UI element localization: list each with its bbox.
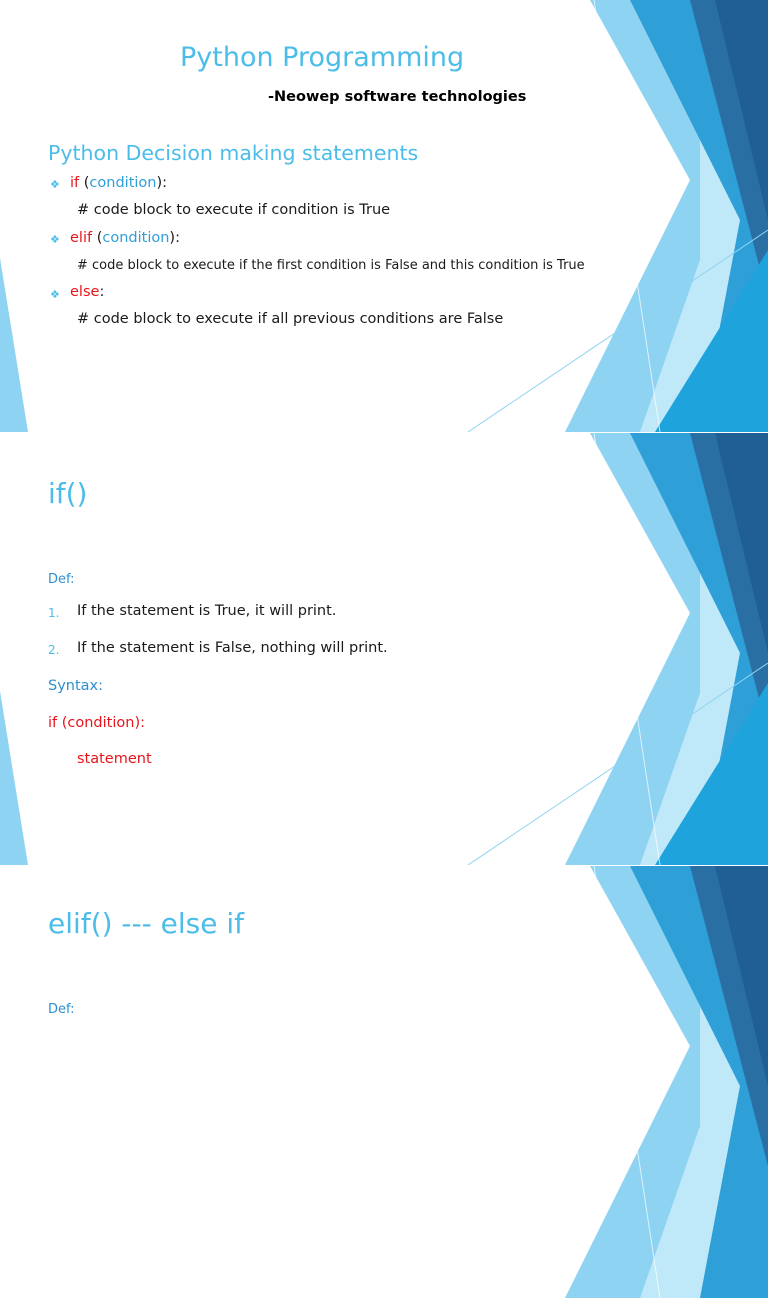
list-number: 1.: [48, 606, 60, 620]
bullet-icon: ❖: [50, 178, 60, 191]
slide-subtitle: -Neowep software technologies: [268, 89, 527, 105]
section-heading: Python Decision making statements: [48, 141, 419, 165]
if-line: [70, 175, 167, 191]
paren-close: ):: [169, 230, 180, 246]
colon: :: [99, 284, 105, 300]
paren-open: (: [79, 175, 90, 191]
paren-close: ):: [156, 175, 168, 191]
statement-text: statement: [77, 751, 152, 767]
bullet-icon: ❖: [50, 233, 60, 246]
elif-line: [70, 230, 180, 246]
slide-3: [0, 866, 768, 1298]
elif-comment: # code block to execute if the first condition is False and this condition is True: [77, 258, 585, 273]
slide-title: elif() --- else if: [48, 907, 244, 940]
slide-1: [0, 0, 768, 432]
syntax-line: if (condition):: [48, 715, 145, 731]
slide-title: Python Programming: [180, 42, 465, 73]
slide-title: if(): [48, 477, 88, 510]
bullet-icon: ❖: [50, 288, 60, 301]
condition-word: condition: [102, 230, 170, 246]
if-comment: # code block to execute if condition is True: [77, 202, 391, 218]
list-number: 2.: [48, 643, 60, 657]
keyword-elif: elif: [70, 230, 93, 246]
paren-open: (: [92, 230, 103, 246]
condition-word: condition: [89, 175, 157, 191]
syntax-label: Syntax:: [48, 678, 104, 694]
def-label: Def:: [48, 1002, 75, 1017]
keyword-if: if: [70, 175, 80, 191]
slide-2: [0, 433, 768, 865]
else-line: [70, 284, 104, 300]
list-item: If the statement is True, it will print.: [77, 603, 337, 619]
else-comment: # code block to execute if all previous conditions are False: [77, 311, 504, 327]
keyword-else: else: [70, 284, 100, 300]
list-item: If the statement is False, nothing will print.: [77, 640, 388, 656]
def-label: Def:: [48, 572, 75, 587]
